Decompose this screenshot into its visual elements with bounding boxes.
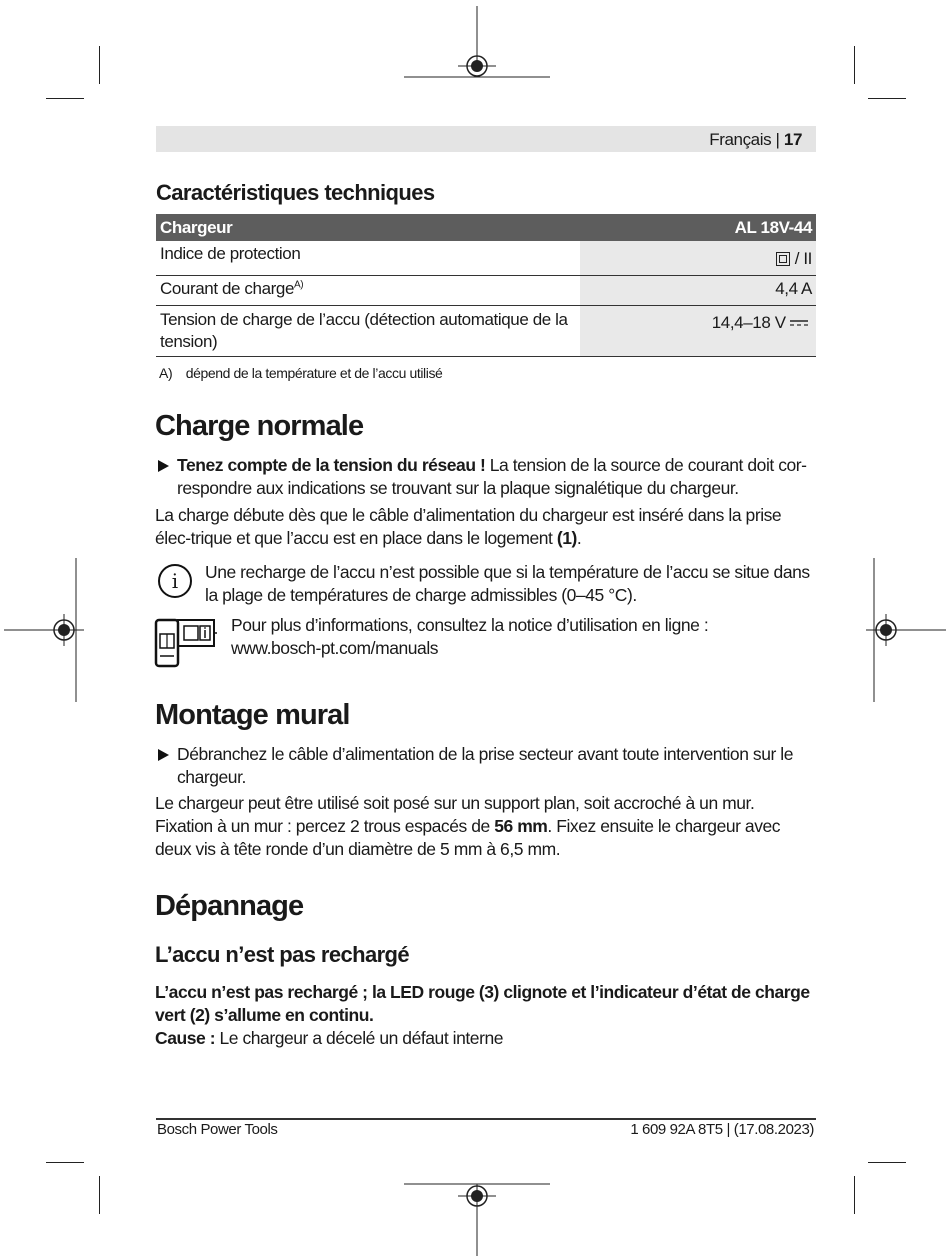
manual-note: [231, 614, 817, 660]
table-row: [156, 275, 816, 305]
col-header-value: AL 18V-44: [580, 214, 816, 241]
paragraph: [155, 815, 817, 861]
bullet-bold: Tenez compte de la tension du réseau !: [177, 455, 486, 475]
bullet-triangle-icon: [158, 460, 169, 472]
online-manual-icon: [154, 616, 218, 668]
table-header-row: [156, 214, 816, 241]
crop-mark: [854, 46, 855, 84]
row-label: Courant de charge: [160, 278, 295, 298]
footnote-ref: A): [294, 278, 304, 290]
info-note: Une recharge de l’accu n’est possible que si la température de l’accu se situe dans la plage de températures de charge admissibles (0–45 °C).: [205, 562, 810, 605]
row-value: [580, 305, 816, 356]
row-value-text: 14,4–18 V: [711, 312, 786, 332]
footer-right: 1 609 92A 8T5 | (17.08.2023): [630, 1121, 814, 1138]
row-value: 4,4 A: [580, 275, 816, 305]
registration-mark-icon: [404, 6, 550, 80]
header-language: Français: [709, 130, 772, 149]
crop-mark: [99, 46, 100, 84]
footnote-text: dépend de la température et de l’accu utilisé: [185, 365, 443, 381]
registration-mark-icon: [404, 1180, 550, 1256]
row-label: Indice de protection: [156, 241, 580, 275]
footnote-mark: A): [159, 365, 173, 381]
cause-text: Le chargeur a décelé un défaut interne: [215, 1028, 504, 1048]
paragraph: [155, 504, 817, 550]
page-number: 17: [783, 130, 802, 149]
crop-mark: [854, 1176, 855, 1214]
info-icon: i: [158, 564, 192, 598]
col-header-label: Chargeur: [156, 214, 580, 241]
spec-table: [156, 214, 816, 357]
page-header: [709, 130, 802, 150]
section-title-montage: Montage mural: [155, 699, 350, 731]
paragraph-end: . Fixez ensuite le chargeur avec deux vis à tête ronde d’un diamètre de 5 mm à 6,5 mm.: [155, 816, 781, 859]
table-row: [156, 241, 816, 275]
bullet-marker: [158, 459, 169, 477]
crop-mark: [46, 1162, 84, 1163]
section-title-depannage: Dépannage: [155, 890, 304, 922]
paragraph: Le chargeur peut être utilisé soit posé sur un support plan, soit accroché à un mur.: [155, 793, 755, 813]
manual-text: Pour plus d’informations, consultez la notice d’utilisation en ligne :: [231, 615, 709, 635]
bullet-marker: [158, 748, 169, 766]
manual-url[interactable]: www.bosch-pt.com/manuals: [231, 638, 439, 658]
section-title-charge: Charge normale: [155, 410, 364, 442]
crop-mark: [99, 1176, 100, 1214]
table-row: [156, 305, 816, 356]
cause-label: Cause :: [155, 1028, 216, 1048]
bullet-triangle-icon: [158, 749, 169, 761]
crop-mark: [868, 1162, 906, 1163]
registration-mark-icon: [866, 558, 946, 702]
row-label: Tension de charge de l’accu (détection automatique de la tension): [156, 305, 580, 356]
paragraph-bold: (1): [556, 528, 577, 548]
paragraph-bold: 56 mm: [494, 816, 548, 836]
footnote: [159, 365, 442, 381]
paragraph-end: .: [576, 528, 582, 548]
row-value-text: / II: [794, 249, 812, 268]
footer-rule: [156, 1118, 816, 1120]
double-insulation-icon: [776, 252, 790, 266]
spec-title: Caractéristiques techniques: [156, 180, 435, 205]
paragraph-text: Fixation à un mur : percez 2 trous espacés de: [155, 816, 495, 836]
row-label-wrap: [156, 275, 580, 305]
crop-mark: [868, 98, 906, 99]
header-separator: |: [771, 130, 784, 149]
symptom: L’accu n’est pas rechargé ; la LED rouge (3) clignote et l’indicateur d’état de charge vert (2) s’allume en continu.: [155, 982, 810, 1025]
bullet-text: La tension de la source de courant doit cor-respondre aux indications se trouvant sur la plaque signalétique du chargeur.: [177, 455, 807, 498]
paragraph-text: La charge débute dès que le câble d’alimentation du chargeur est inséré dans la prise élec-trique et que l’accu est en place dans le logement: [155, 505, 782, 548]
bullet-item: Débranchez le câble d’alimentation de la prise secteur avant toute intervention sur le chargeur.: [177, 744, 793, 787]
row-value: [580, 241, 816, 275]
registration-mark-icon: [4, 558, 84, 702]
cause: [155, 1027, 817, 1050]
subsection-title: L’accu n’est pas rechargé: [155, 942, 410, 967]
footer-left: Bosch Power Tools: [157, 1121, 278, 1138]
crop-mark: [46, 98, 84, 99]
bullet-item: [177, 454, 817, 500]
dc-current-icon: [790, 319, 808, 327]
